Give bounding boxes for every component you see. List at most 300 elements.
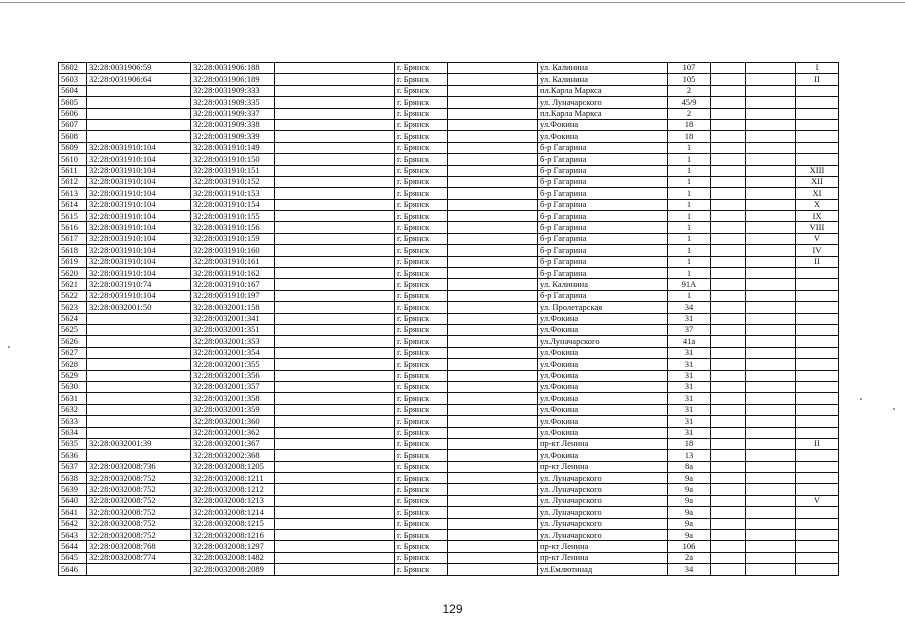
cell-blank-col-a: [275, 199, 395, 210]
cell-row-number: 5641: [59, 507, 87, 518]
cell-blank-col-d: [746, 313, 796, 324]
table-row: [59, 507, 839, 518]
cell-house-number: 1: [668, 211, 711, 222]
cell-premises-number: [796, 347, 839, 358]
cell-blank-col-d: [746, 74, 796, 85]
cell-blank-col-a: [275, 450, 395, 461]
cell-city: г. Брянск: [395, 279, 448, 290]
cell-blank-col-a: [275, 142, 395, 153]
cell-city: г. Брянск: [395, 427, 448, 438]
cell-premises-number: [796, 450, 839, 461]
cell-blank-col-b: [448, 324, 538, 335]
cell-blank-col-a: [275, 154, 395, 165]
table-row: [59, 199, 839, 210]
cell-street: б-р Гагарина: [538, 290, 668, 301]
cell-house-number: 1: [668, 199, 711, 210]
table-row: [59, 279, 839, 290]
cell-city: г. Брянск: [395, 484, 448, 495]
cell-blank-col-b: [448, 154, 538, 165]
cell-blank-col-d: [746, 256, 796, 267]
table-row: [59, 404, 839, 415]
cell-city: г. Брянск: [395, 176, 448, 187]
cell-cadastral-number: 32:28:0032001:359: [191, 404, 275, 415]
cell-parent-cadastral-number: 32:28:0031910:104: [87, 176, 191, 187]
page-top-edge: [0, 2, 905, 3]
cell-premises-number: [796, 473, 839, 484]
cell-blank-col-d: [746, 507, 796, 518]
cell-blank-col-b: [448, 279, 538, 290]
cell-blank-col-b: [448, 188, 538, 199]
cell-row-number: 5626: [59, 336, 87, 347]
cell-city: г. Брянск: [395, 438, 448, 449]
cell-parent-cadastral-number: [87, 324, 191, 335]
cell-parent-cadastral-number: 32:28:0031910:104: [87, 268, 191, 279]
cell-premises-number: [796, 131, 839, 142]
cell-blank-col-a: [275, 530, 395, 541]
cell-parent-cadastral-number: 32:28:0031910:104: [87, 222, 191, 233]
cell-house-number: 9а: [668, 530, 711, 541]
cell-house-number: 1: [668, 154, 711, 165]
cell-row-number: 5611: [59, 165, 87, 176]
cell-blank-col-d: [746, 233, 796, 244]
cell-house-number: 31: [668, 359, 711, 370]
cell-street: б-р Гагарина: [538, 211, 668, 222]
cell-blank-col-b: [448, 119, 538, 130]
cell-parent-cadastral-number: [87, 370, 191, 381]
cell-parent-cadastral-number: [87, 85, 191, 96]
cell-house-number: 31: [668, 370, 711, 381]
cell-cadastral-number: 32:28:0032001:367: [191, 438, 275, 449]
cell-row-number: 5631: [59, 393, 87, 404]
cell-street: б-р Гагарина: [538, 154, 668, 165]
cell-blank-col-c: [711, 438, 746, 449]
cell-blank-col-c: [711, 359, 746, 370]
cell-street: ул.Фокина: [538, 370, 668, 381]
cell-blank-col-b: [448, 404, 538, 415]
table-row: [59, 165, 839, 176]
cell-row-number: 5640: [59, 495, 87, 506]
cell-row-number: 5619: [59, 256, 87, 267]
table-row: [59, 484, 839, 495]
cell-blank-col-b: [448, 290, 538, 301]
cell-house-number: 37: [668, 324, 711, 335]
cell-blank-col-a: [275, 438, 395, 449]
cell-cadastral-number: 32:28:0031906:188: [191, 63, 275, 74]
cell-blank-col-a: [275, 268, 395, 279]
cell-parent-cadastral-number: 32:28:0032008:774: [87, 552, 191, 563]
cell-street: ул. Пролетарская: [538, 302, 668, 313]
cell-blank-col-a: [275, 393, 395, 404]
cell-house-number: 1: [668, 222, 711, 233]
cell-premises-number: [796, 427, 839, 438]
cell-cadastral-number: 32:28:0032008:1216: [191, 530, 275, 541]
cell-cadastral-number: 32:28:0032001:354: [191, 347, 275, 358]
cell-blank-col-d: [746, 85, 796, 96]
cell-premises-number: IX: [796, 211, 839, 222]
table-row: [59, 336, 839, 347]
cell-cadastral-number: 32:28:0031910:197: [191, 290, 275, 301]
cell-cadastral-number: 32:28:0031910:151: [191, 165, 275, 176]
cell-cadastral-number: 32:28:0031909:339: [191, 131, 275, 142]
cell-blank-col-b: [448, 552, 538, 563]
cell-cadastral-number: 32:28:0031910:150: [191, 154, 275, 165]
scan-speck: [8, 346, 10, 348]
cell-parent-cadastral-number: 32:28:0031910:104: [87, 290, 191, 301]
cell-blank-col-c: [711, 222, 746, 233]
cell-blank-col-d: [746, 495, 796, 506]
cell-house-number: 18: [668, 438, 711, 449]
cell-house-number: 1: [668, 188, 711, 199]
cell-street: ул.Фокина: [538, 381, 668, 392]
cell-row-number: 5621: [59, 279, 87, 290]
cell-house-number: 31: [668, 347, 711, 358]
cell-parent-cadastral-number: 32:28:0032001:50: [87, 302, 191, 313]
cell-city: г. Брянск: [395, 370, 448, 381]
cell-blank-col-b: [448, 142, 538, 153]
cell-blank-col-a: [275, 370, 395, 381]
cell-row-number: 5642: [59, 518, 87, 529]
cell-cadastral-number: 32:28:0032001:158: [191, 302, 275, 313]
cell-city: г. Брянск: [395, 495, 448, 506]
cell-blank-col-c: [711, 473, 746, 484]
cell-premises-number: [796, 564, 839, 575]
cell-blank-col-d: [746, 370, 796, 381]
cell-cadastral-number: 32:28:0031910:156: [191, 222, 275, 233]
cell-blank-col-a: [275, 63, 395, 74]
cell-parent-cadastral-number: 32:28:0031910:104: [87, 199, 191, 210]
cell-blank-col-b: [448, 564, 538, 575]
cell-blank-col-b: [448, 530, 538, 541]
cell-premises-number: [796, 268, 839, 279]
cell-row-number: 5608: [59, 131, 87, 142]
cell-premises-number: [796, 393, 839, 404]
cell-cadastral-number: 32:28:0032002:368: [191, 450, 275, 461]
cell-premises-number: IV: [796, 245, 839, 256]
cell-blank-col-b: [448, 245, 538, 256]
table-row: [59, 63, 839, 74]
cell-blank-col-c: [711, 370, 746, 381]
cell-street: б-р Гагарина: [538, 268, 668, 279]
cell-premises-number: [796, 530, 839, 541]
cell-blank-col-c: [711, 552, 746, 563]
cell-street: пр-кт Ленина: [538, 438, 668, 449]
cell-parent-cadastral-number: [87, 313, 191, 324]
cell-blank-col-a: [275, 461, 395, 472]
table-row: [59, 518, 839, 529]
cell-premises-number: [796, 290, 839, 301]
cell-house-number: 2а: [668, 552, 711, 563]
cell-city: г. Брянск: [395, 268, 448, 279]
cell-blank-col-b: [448, 176, 538, 187]
cell-house-number: 1: [668, 142, 711, 153]
cell-row-number: 5639: [59, 484, 87, 495]
cell-blank-col-d: [746, 279, 796, 290]
cell-city: г. Брянск: [395, 416, 448, 427]
cell-blank-col-b: [448, 313, 538, 324]
cell-blank-col-a: [275, 85, 395, 96]
cell-cadastral-number: 32:28:0031909:333: [191, 85, 275, 96]
cell-street: б-р Гагарина: [538, 188, 668, 199]
cell-street: б-р Гагарина: [538, 165, 668, 176]
cell-city: г. Брянск: [395, 552, 448, 563]
cell-blank-col-c: [711, 495, 746, 506]
cell-parent-cadastral-number: 32:28:0032008:768: [87, 541, 191, 552]
cell-blank-col-a: [275, 507, 395, 518]
cell-blank-col-b: [448, 370, 538, 381]
cell-blank-col-a: [275, 313, 395, 324]
cell-city: г. Брянск: [395, 461, 448, 472]
cell-premises-number: XII: [796, 176, 839, 187]
table-row: [59, 131, 839, 142]
cell-blank-col-b: [448, 233, 538, 244]
cell-parent-cadastral-number: 32:28:0031910:104: [87, 245, 191, 256]
cell-blank-col-d: [746, 245, 796, 256]
cell-premises-number: [796, 518, 839, 529]
cell-city: г. Брянск: [395, 507, 448, 518]
cell-row-number: 5635: [59, 438, 87, 449]
cell-house-number: 9а: [668, 518, 711, 529]
cell-blank-col-c: [711, 336, 746, 347]
cell-city: г. Брянск: [395, 63, 448, 74]
table-row: [59, 495, 839, 506]
cell-row-number: 5610: [59, 154, 87, 165]
cell-blank-col-c: [711, 324, 746, 335]
cell-premises-number: [796, 119, 839, 130]
cell-city: г. Брянск: [395, 211, 448, 222]
cell-cadastral-number: 32:28:0031910:149: [191, 142, 275, 153]
registry-rows: [59, 63, 839, 576]
cell-parent-cadastral-number: [87, 404, 191, 415]
cell-cadastral-number: 32:28:0032008:1212: [191, 484, 275, 495]
cell-premises-number: [796, 279, 839, 290]
cell-premises-number: II: [796, 74, 839, 85]
cell-cadastral-number: 32:28:0031909:335: [191, 97, 275, 108]
cell-house-number: 31: [668, 381, 711, 392]
cell-house-number: 9а: [668, 484, 711, 495]
cell-cadastral-number: 32:28:0032008:1205: [191, 461, 275, 472]
cell-blank-col-b: [448, 74, 538, 85]
cell-cadastral-number: 32:28:0031910:155: [191, 211, 275, 222]
cell-blank-col-d: [746, 427, 796, 438]
cell-blank-col-d: [746, 381, 796, 392]
cell-blank-col-b: [448, 416, 538, 427]
cell-city: г. Брянск: [395, 233, 448, 244]
cell-blank-col-d: [746, 119, 796, 130]
cell-blank-col-c: [711, 142, 746, 153]
cell-house-number: 18: [668, 119, 711, 130]
cell-blank-col-b: [448, 427, 538, 438]
cell-blank-col-a: [275, 541, 395, 552]
cell-cadastral-number: 32:28:0032001:341: [191, 313, 275, 324]
cell-blank-col-b: [448, 450, 538, 461]
cell-blank-col-c: [711, 131, 746, 142]
cell-blank-col-a: [275, 427, 395, 438]
cell-row-number: 5643: [59, 530, 87, 541]
cell-blank-col-a: [275, 131, 395, 142]
cell-house-number: 1: [668, 290, 711, 301]
table-row: [59, 541, 839, 552]
cell-house-number: 9а: [668, 495, 711, 506]
cell-city: г. Брянск: [395, 222, 448, 233]
cell-blank-col-a: [275, 233, 395, 244]
table-row: [59, 416, 839, 427]
table-row: [59, 222, 839, 233]
cell-blank-col-b: [448, 507, 538, 518]
cell-cadastral-number: 32:28:0032001:357: [191, 381, 275, 392]
cell-parent-cadastral-number: [87, 108, 191, 119]
cell-blank-col-b: [448, 108, 538, 119]
cell-blank-col-b: [448, 484, 538, 495]
table-row: [59, 393, 839, 404]
cell-house-number: 1: [668, 176, 711, 187]
cell-street: ул.Фокина: [538, 119, 668, 130]
cell-city: г. Брянск: [395, 165, 448, 176]
table-row: [59, 154, 839, 165]
cell-blank-col-c: [711, 416, 746, 427]
cell-blank-col-a: [275, 74, 395, 85]
cell-blank-col-b: [448, 97, 538, 108]
cell-house-number: 1: [668, 233, 711, 244]
cell-blank-col-a: [275, 165, 395, 176]
cell-city: г. Брянск: [395, 404, 448, 415]
cell-premises-number: [796, 336, 839, 347]
cell-blank-col-c: [711, 461, 746, 472]
cell-parent-cadastral-number: 32:28:0032008:752: [87, 518, 191, 529]
cell-blank-col-b: [448, 268, 538, 279]
cell-street: ул.Фокина: [538, 450, 668, 461]
cell-blank-col-d: [746, 188, 796, 199]
cell-row-number: 5605: [59, 97, 87, 108]
cell-house-number: 45/9: [668, 97, 711, 108]
cell-blank-col-b: [448, 256, 538, 267]
cell-city: г. Брянск: [395, 188, 448, 199]
cell-row-number: 5606: [59, 108, 87, 119]
table-row: [59, 302, 839, 313]
cell-house-number: 9а: [668, 473, 711, 484]
cell-street: ул.Емлютинад: [538, 564, 668, 575]
cell-parent-cadastral-number: [87, 359, 191, 370]
cell-cadastral-number: 32:28:0032001:360: [191, 416, 275, 427]
table-row: [59, 552, 839, 563]
cell-parent-cadastral-number: 32:28:0031910:104: [87, 142, 191, 153]
cell-city: г. Брянск: [395, 142, 448, 153]
cell-house-number: 31: [668, 416, 711, 427]
cell-city: г. Брянск: [395, 199, 448, 210]
table-row: [59, 108, 839, 119]
cell-blank-col-b: [448, 63, 538, 74]
cell-premises-number: [796, 324, 839, 335]
cell-blank-col-d: [746, 199, 796, 210]
cell-blank-col-c: [711, 450, 746, 461]
cell-blank-col-b: [448, 438, 538, 449]
cell-cadastral-number: 32:28:0032001:351: [191, 324, 275, 335]
cell-city: г. Брянск: [395, 154, 448, 165]
cell-cadastral-number: 32:28:0031910:159: [191, 233, 275, 244]
cell-blank-col-c: [711, 233, 746, 244]
cell-city: г. Брянск: [395, 530, 448, 541]
cell-city: г. Брянск: [395, 119, 448, 130]
cell-city: г. Брянск: [395, 541, 448, 552]
cell-blank-col-c: [711, 108, 746, 119]
cell-cadastral-number: 32:28:0032008:1215: [191, 518, 275, 529]
table-row: [59, 188, 839, 199]
registry-table: [58, 62, 839, 576]
table-row: [59, 268, 839, 279]
cell-blank-col-c: [711, 199, 746, 210]
cell-blank-col-d: [746, 290, 796, 301]
scan-speck: [893, 408, 895, 410]
cell-premises-number: V: [796, 495, 839, 506]
cell-street: б-р Гагарина: [538, 245, 668, 256]
cell-row-number: 5633: [59, 416, 87, 427]
cell-blank-col-b: [448, 461, 538, 472]
cell-blank-col-a: [275, 290, 395, 301]
cell-cadastral-number: 32:28:0032008:1214: [191, 507, 275, 518]
cell-house-number: 2: [668, 85, 711, 96]
cell-blank-col-b: [448, 495, 538, 506]
cell-blank-col-a: [275, 564, 395, 575]
cell-row-number: 5609: [59, 142, 87, 153]
cell-blank-col-c: [711, 518, 746, 529]
cell-row-number: 5612: [59, 176, 87, 187]
cell-street: пл.Карла Маркса: [538, 85, 668, 96]
cell-cadastral-number: 32:28:0031910:152: [191, 176, 275, 187]
cell-blank-col-d: [746, 438, 796, 449]
cell-blank-col-c: [711, 279, 746, 290]
cell-blank-col-a: [275, 211, 395, 222]
cell-cadastral-number: 32:28:0032008:1482: [191, 552, 275, 563]
cell-street: ул. Калинина: [538, 279, 668, 290]
cell-blank-col-c: [711, 63, 746, 74]
cell-street: ул.Фокина: [538, 404, 668, 415]
cell-cadastral-number: 32:28:0031909:338: [191, 119, 275, 130]
cell-blank-col-d: [746, 222, 796, 233]
cell-cadastral-number: 32:28:0032008:1213: [191, 495, 275, 506]
cell-blank-col-d: [746, 336, 796, 347]
table-row: [59, 324, 839, 335]
cell-cadastral-number: 32:28:0032008:2089: [191, 564, 275, 575]
cell-street: ул.Фокина: [538, 131, 668, 142]
cell-house-number: 31: [668, 427, 711, 438]
cell-cadastral-number: 32:28:0032001:356: [191, 370, 275, 381]
cell-parent-cadastral-number: 32:28:0032008:752: [87, 473, 191, 484]
cell-premises-number: [796, 461, 839, 472]
cell-house-number: 41а: [668, 336, 711, 347]
cell-parent-cadastral-number: [87, 393, 191, 404]
cell-city: г. Брянск: [395, 108, 448, 119]
cell-blank-col-d: [746, 541, 796, 552]
cell-house-number: 91А: [668, 279, 711, 290]
cell-blank-col-d: [746, 324, 796, 335]
cell-blank-col-a: [275, 108, 395, 119]
cell-row-number: 5604: [59, 85, 87, 96]
cell-city: г. Брянск: [395, 302, 448, 313]
table-row: [59, 313, 839, 324]
cell-street: ул.Фокина: [538, 393, 668, 404]
cell-row-number: 5618: [59, 245, 87, 256]
cell-blank-col-c: [711, 97, 746, 108]
cell-premises-number: [796, 359, 839, 370]
cell-city: г. Брянск: [395, 473, 448, 484]
cell-parent-cadastral-number: [87, 381, 191, 392]
table-row: [59, 370, 839, 381]
cell-street: ул. Луначарского: [538, 473, 668, 484]
cell-blank-col-d: [746, 176, 796, 187]
cell-blank-col-a: [275, 324, 395, 335]
table-row: [59, 256, 839, 267]
cell-blank-col-a: [275, 404, 395, 415]
cell-street: пр-кт Ленина: [538, 552, 668, 563]
